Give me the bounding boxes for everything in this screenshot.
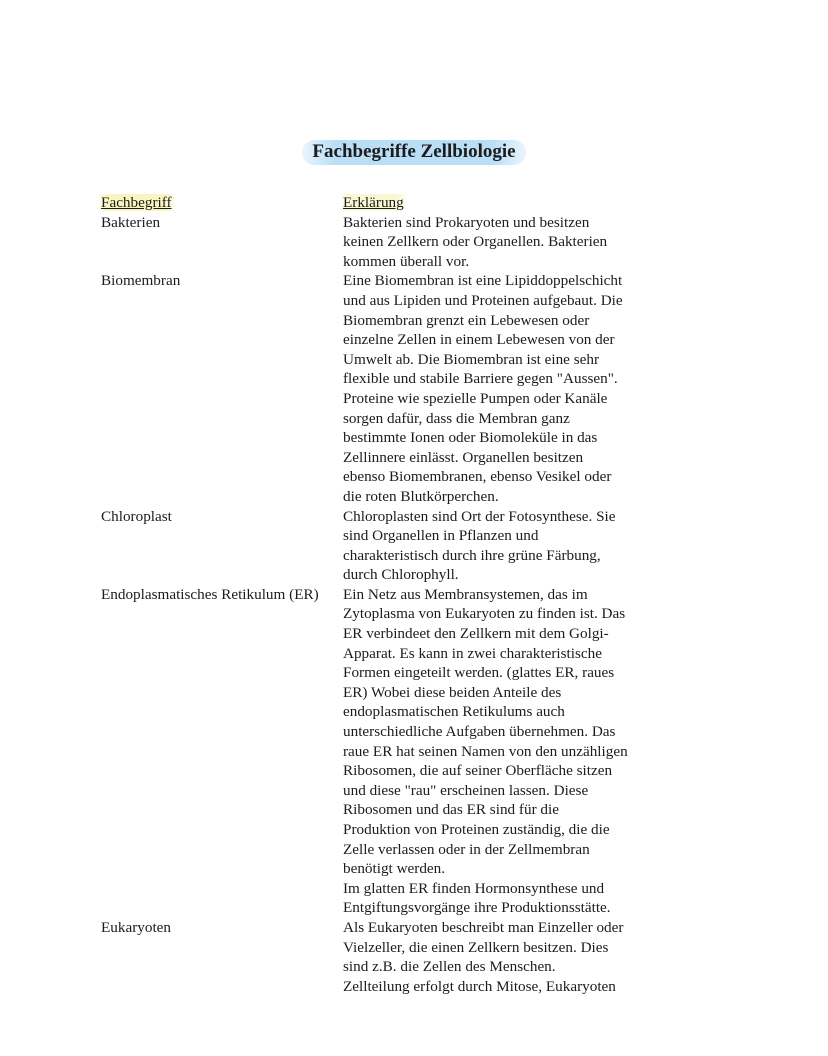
definition-line: Eine Biomembran ist eine Lipiddoppelschicht	[343, 272, 623, 290]
definition-line: Ein Netz aus Membransystemen, das im	[343, 585, 588, 603]
definition-line: sind Organellen in Pflanzen und	[343, 527, 539, 545]
definition-line: benötigt werden.	[343, 860, 446, 878]
definition-line: Bakterien sind Prokaryoten und besitzen	[343, 213, 590, 231]
definition-line: Vielzeller, die einen Zellkern besitzen. Dies	[343, 938, 609, 956]
definition-line: Proteine wie spezielle Pumpen oder Kanäle	[343, 389, 608, 407]
definition-line: die roten Blutkörperchen.	[343, 487, 499, 505]
definition-line: flexible und stabile Barriere gegen "Aussen".	[343, 370, 618, 388]
definition-line: Zelle verlassen oder in der Zellmembran	[343, 840, 590, 858]
definition-line: ER verbindeet den Zellkern mit dem Golgi-	[343, 625, 609, 643]
definition-line: Produktion von Proteinen zuständig, die die	[343, 821, 610, 838]
table-row	[101, 507, 671, 585]
definition-cell	[343, 585, 661, 918]
definition-line: Als Eukaryoten beschreibt man Einzeller oder	[343, 918, 624, 936]
definition-line: Ribosomen und das ER sind für die	[343, 801, 559, 819]
definition-line: durch Chlorophyll.	[343, 566, 459, 584]
table-row	[101, 918, 671, 996]
definition-line: einzelne Zellen in einem Lebewesen von der	[343, 331, 615, 349]
header-term	[101, 193, 343, 213]
definition-line: bestimmte Ionen oder Biomoleküle in das	[343, 429, 598, 447]
definition-line: Chloroplasten sind Ort der Fotosynthese. Sie	[343, 507, 616, 525]
definition-line: ER) Wobei diese beiden Anteile des	[343, 683, 562, 701]
header-term-label: Fachbegriff	[101, 194, 172, 211]
definition-line: Zellinnere einlässt. Organellen besitzen	[343, 448, 584, 466]
term-cell: Bakterien	[101, 213, 161, 231]
definition-line: Formen eingeteilt werden. (glattes ER, raues	[343, 664, 615, 682]
definition-line: sorgen dafür, dass die Membran ganz	[343, 409, 570, 427]
definition-line: Umwelt ab. Die Biomembran ist eine sehr	[343, 350, 600, 368]
definition-line: endoplasmatischen Retikulums auch	[343, 703, 565, 721]
term-cell: Eukaryoten	[101, 918, 172, 936]
definition-line: Apparat. Es kann in zwei charakteristische	[343, 644, 602, 662]
header-definition	[343, 193, 661, 213]
table-body	[101, 213, 671, 997]
definition-line: Im glatten ER finden Hormonsynthese und	[343, 879, 605, 897]
definition-line: ebenso Biomembranen, ebenso Vesikel oder	[343, 468, 612, 486]
definition-line: Zellteilung erfolgt durch Mitose, Eukaryoten	[343, 977, 616, 995]
table-row	[101, 271, 671, 506]
term-cell: Endoplasmatisches Retikulum (ER)	[101, 585, 319, 603]
definition-cell	[343, 213, 661, 272]
definition-cell	[343, 507, 661, 585]
term-cell: Chloroplast	[101, 507, 172, 525]
definition-line: keinen Zellkern oder Organellen. Bakterien	[343, 233, 608, 251]
page-title-text: Fachbegriffe Zellbiologie	[302, 140, 525, 165]
header-definition-label: Erklärung	[343, 194, 404, 211]
definition-line: Zytoplasma von Eukaryoten zu finden ist. Das	[343, 605, 626, 623]
definition-line: charakteristisch durch ihre grüne Färbung,	[343, 546, 601, 564]
definition-line: Entgiftungsvorgänge ihre Produktionsstätte.	[343, 899, 611, 917]
definition-cell	[343, 918, 661, 996]
term-cell: Biomembran	[101, 272, 181, 290]
definition-line: Ribosomen, die auf seiner Oberfläche sitzen	[343, 762, 613, 780]
definition-cell	[343, 271, 661, 506]
definition-line: kommen überall vor.	[343, 252, 470, 270]
table-row	[101, 213, 671, 272]
table-row	[101, 585, 671, 918]
definition-line: Biomembran grenzt ein Lebewesen oder	[343, 311, 590, 329]
page-title	[0, 139, 828, 165]
definition-line: unterschiedliche Aufgaben übernehmen. Das	[343, 723, 616, 741]
definition-line: sind z.B. die Zellen des Menschen.	[343, 958, 556, 976]
definition-line: raue ER hat seinen Namen von den unzähligen	[343, 742, 628, 760]
table-header-row	[101, 193, 671, 213]
definition-line: und diese "rau" erscheinen lassen. Diese	[343, 781, 589, 799]
glossary-table	[101, 193, 671, 996]
definition-line: und aus Lipiden und Proteinen aufgebaut. Die	[343, 291, 623, 309]
